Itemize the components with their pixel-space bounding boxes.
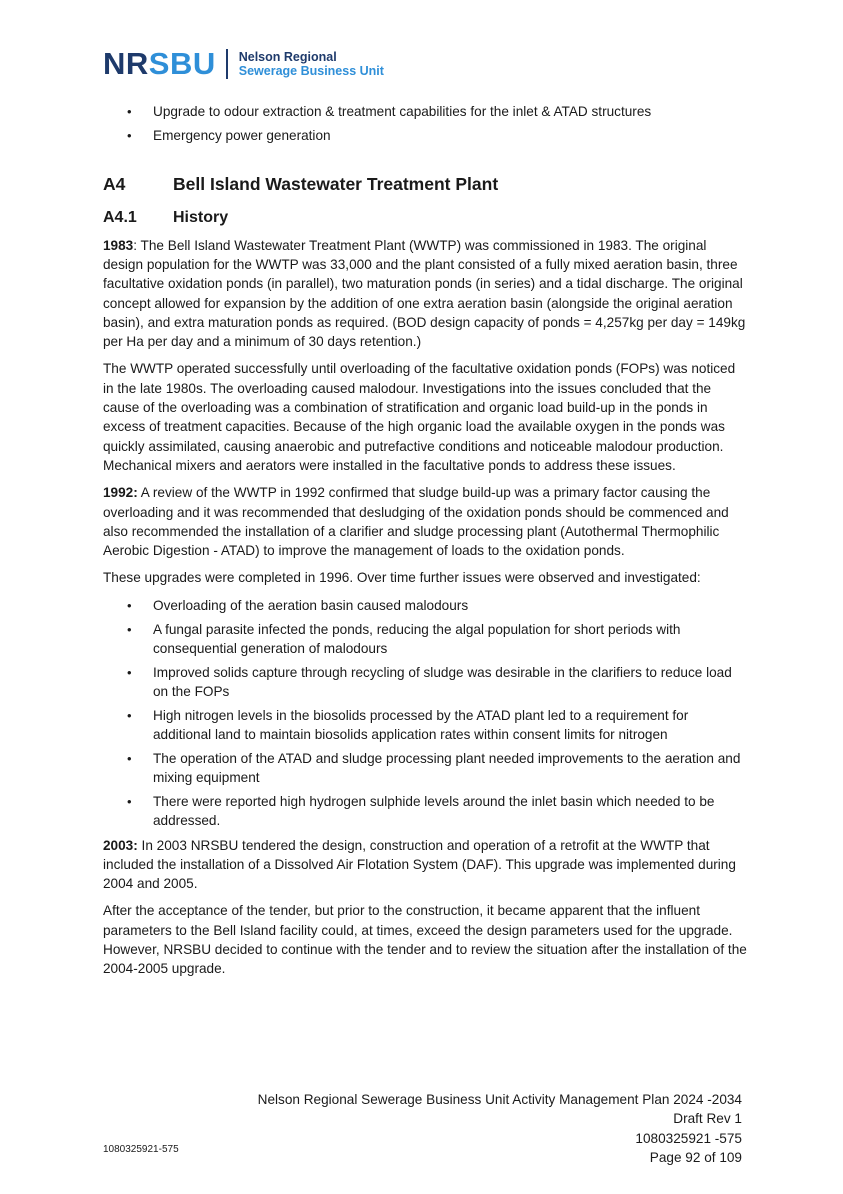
paragraph-1992: [103, 483, 748, 560]
paragraph-lead: 1983: [103, 237, 134, 253]
paragraph-1983: [103, 236, 748, 352]
footer-info: [258, 1090, 742, 1168]
list-item: • High nitrogen levels in the biosolids processed by the ATAD plant led to a requirement for additional land to maintain biosolids application rates within consent limits for nitrogen: [103, 706, 748, 745]
section-number: A4: [103, 174, 126, 195]
paragraph-2003: [103, 836, 748, 894]
paragraph-overloading: The WWTP operated successfully until overloading of the facultative oxidation ponds (FOPs) was noticed in the late 1980s. The overloading caused malodour. Investigations into the issues concluded that the cause of the overloading was a combination of stratification and organic load build-up in the ponds in excess of treatment capacities. Because of the high organic load the available oxygen in the ponds was quickly assimilated, causing anaerobic and putrefactive conditions and noticeable malodour production. Mechanical mixers and aerators were installed in the facultative ponds to address these issues.: [103, 361, 736, 473]
paragraph-text: In 2003 NRSBU tendered the design, construction and operation of a retrofit at the WWTP that included the installation of a Dissolved Air Flotation System (DAF). This upgrade was implemented during 2004 and 2005.: [103, 837, 736, 892]
nrsbu-logo: [103, 48, 384, 79]
issues-bullet-list: [103, 596, 748, 831]
footer-revision: Draft Rev 1: [673, 1111, 742, 1127]
list-item: • Overloading of the aeration basin caused malodours: [103, 596, 748, 615]
paragraph-tender: After the acceptance of the tender, but prior to the construction, it became apparent that the influent parameters to the Bell Island facility could, at times, exceed the design parameters used for the upgrade. However, NRSBU decided to continue with the tender and to review the situation after the installation of the 2004-2005 upgrade.: [103, 903, 747, 977]
subsection-title: History: [173, 209, 229, 227]
list-item: • There were reported high hydrogen sulphide levels around the inlet basin which needed to be addressed.: [103, 792, 748, 831]
paragraph-text: : The Bell Island Wastewater Treatment Plant (WWTP) was commissioned in 1983. The original design population for the WWTP was 33,000 and the plant consisted of a fully mixed aeration basin, three facultative oxidation ponds (in parallel), two maturation ponds (in series) and a tidal discharge. The original concept allowed for expansion by the addition of one extra aeration basin (alongside the original aeration basin), and extra maturation ponds as required. (BOD design capacity of ponds = 4,257kg per day = 149kg per Ha per day and a minimum of 30 days retention.): [103, 237, 746, 350]
list-item: • The operation of the ATAD and sludge processing plant needed improvements to the aeration and mixing equipment: [103, 749, 748, 788]
intro-bullet-list: [103, 102, 748, 145]
list-item: • Upgrade to odour extraction & treatment capabilities for the inlet & ATAD structures: [103, 102, 748, 121]
subsection-number: A4.1: [103, 209, 137, 227]
subsection-heading: [103, 208, 748, 227]
paragraph-text: A review of the WWTP in 1992 confirmed that sludge build-up was a primary factor causing the overloading and it was recommended that desludging of the oxidation ponds should be commenced and also recommended the installation of a clarifier and sludge processing plant (Autothermal Thermophilic Aerobic Digestion - ATAD) to improve the management of loads to the oxidation ponds.: [103, 485, 729, 559]
logo-wordmark: [103, 48, 216, 79]
paragraph-lead: 2003:: [103, 837, 138, 853]
list-item: • Improved solids capture through recycling of sludge was desirable in the clarifiers to reduce load on the FOPs: [103, 663, 748, 702]
document-body: [103, 102, 748, 987]
footer-plan-title: Nelson Regional Sewerage Business Unit Activity Management Plan 2024 -2034: [257, 1092, 742, 1107]
footer-reference: 1080325921 -575: [635, 1130, 742, 1146]
logo-wordmark-sbu: SBU: [148, 46, 216, 81]
paragraph-upgrades: These upgrades were completed in 1996. Over time further issues were observed and investigated:: [103, 570, 701, 586]
footer-page-number: Page 92 of 109: [649, 1150, 742, 1166]
section-title: Bell Island Wastewater Treatment Plant: [173, 174, 499, 195]
footer-doc-id: 1080325921-575: [103, 1144, 179, 1155]
logo-wordmark-nr: NR: [103, 46, 149, 81]
logo-line-1: Nelson Regional: [238, 49, 337, 64]
paragraph-lead: 1992:: [103, 485, 138, 501]
list-item: • Emergency power generation: [103, 126, 748, 145]
logo-text: [239, 50, 384, 78]
list-item: • A fungal parasite infected the ponds, reducing the algal population for short periods with consequential generation of malodours: [103, 620, 748, 659]
logo-line-2: Sewerage Business Unit: [238, 63, 384, 78]
section-heading: [103, 175, 748, 194]
logo-divider: [226, 49, 228, 79]
